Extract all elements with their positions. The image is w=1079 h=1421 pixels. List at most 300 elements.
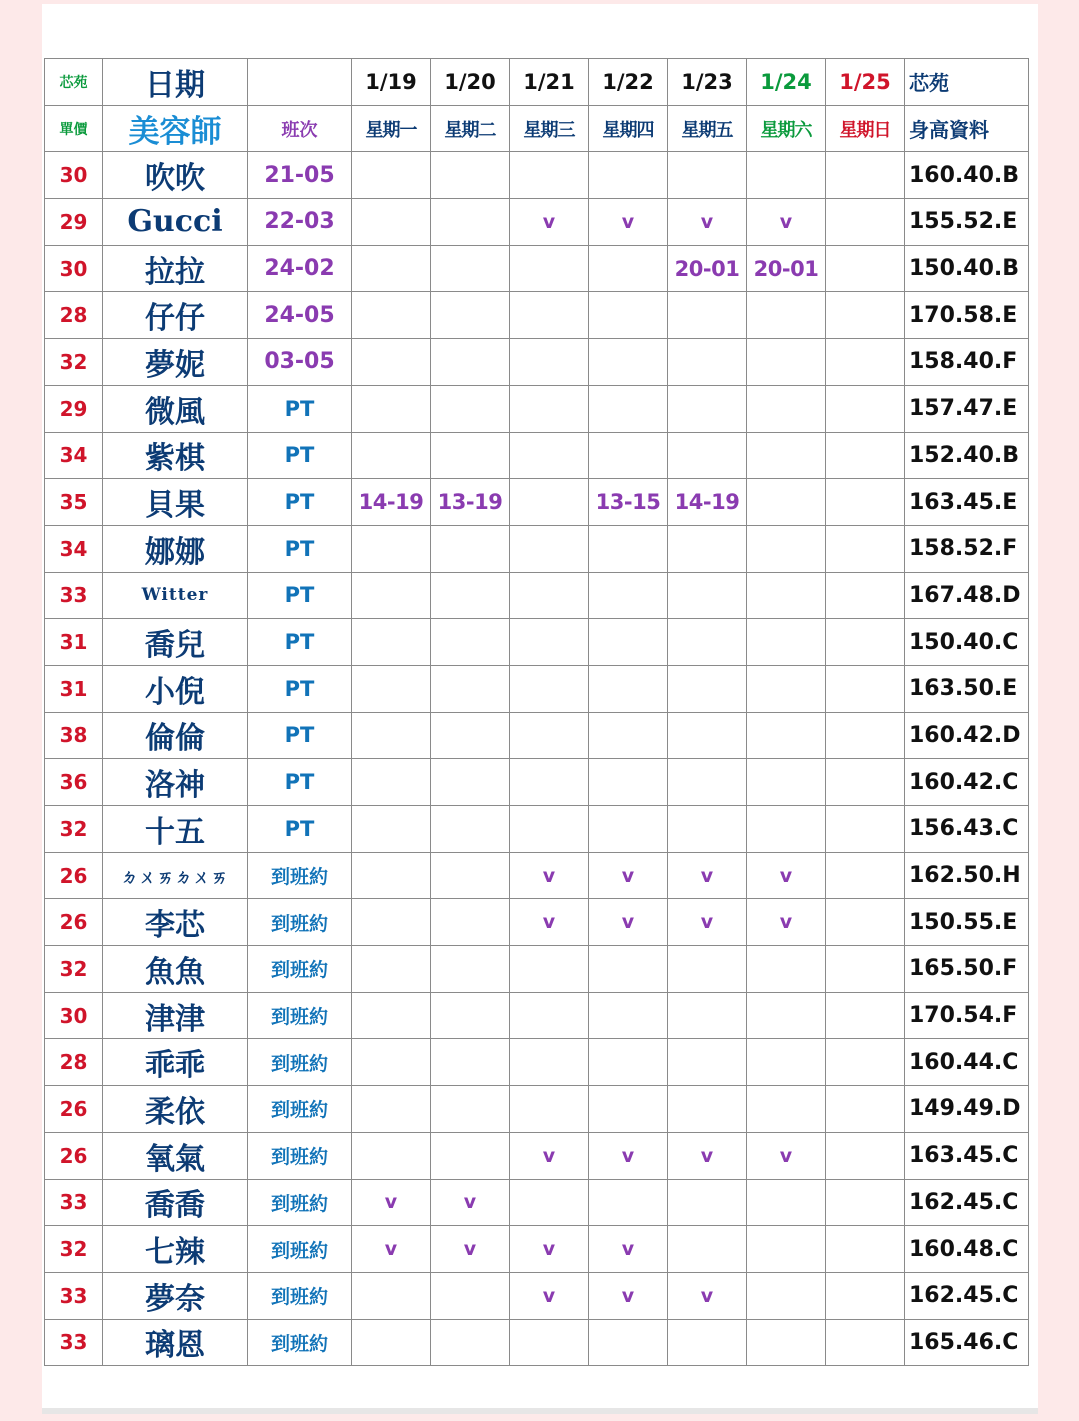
stylist-name: 倫倫 bbox=[103, 712, 248, 759]
shift-value: PT bbox=[248, 432, 352, 479]
day-cell: v bbox=[747, 852, 826, 899]
unit-price: 26 bbox=[45, 852, 103, 899]
day-cell bbox=[352, 1272, 431, 1319]
stylist-name: 魚魚 bbox=[103, 946, 248, 993]
day-cell: v bbox=[510, 199, 589, 246]
day-cell bbox=[431, 339, 510, 386]
day-cell bbox=[589, 292, 668, 339]
table-row bbox=[45, 1039, 1029, 1086]
day-cell bbox=[431, 665, 510, 712]
day-cell bbox=[431, 852, 510, 899]
unit-price: 30 bbox=[45, 992, 103, 1039]
day-cell bbox=[668, 806, 747, 853]
sheet-bottom-edge bbox=[42, 1408, 1038, 1414]
height-info: 162.45.C bbox=[905, 1272, 1029, 1319]
day-cell: 13-15 bbox=[589, 479, 668, 526]
day-cell: v bbox=[589, 852, 668, 899]
day-cell bbox=[352, 619, 431, 666]
height-info: 160.40.B bbox=[905, 152, 1029, 199]
day-cell bbox=[510, 712, 589, 759]
day-cell bbox=[510, 806, 589, 853]
height-info: 162.50.H bbox=[905, 852, 1029, 899]
day-cell: 13-19 bbox=[431, 479, 510, 526]
date-sat: 1/24 bbox=[747, 59, 826, 106]
stylist-name: 貝果 bbox=[103, 479, 248, 526]
stylist-name: 津津 bbox=[103, 992, 248, 1039]
table-row bbox=[45, 479, 1029, 526]
day-cell bbox=[352, 572, 431, 619]
day-cell bbox=[510, 479, 589, 526]
shift-value: 03-05 bbox=[248, 339, 352, 386]
day-cell bbox=[431, 946, 510, 993]
day-cell bbox=[510, 432, 589, 479]
day-cell bbox=[747, 525, 826, 572]
height-info: 167.48.D bbox=[905, 572, 1029, 619]
unit-price: 28 bbox=[45, 1039, 103, 1086]
table-row bbox=[45, 899, 1029, 946]
table-row bbox=[45, 1132, 1029, 1179]
day-cell bbox=[826, 619, 905, 666]
stylist-name: Witter bbox=[103, 572, 248, 619]
stylist-name: Gucci bbox=[103, 199, 248, 246]
day-cell bbox=[747, 479, 826, 526]
unit-price: 36 bbox=[45, 759, 103, 806]
unit-price: 33 bbox=[45, 1272, 103, 1319]
day-cell bbox=[510, 245, 589, 292]
height-info: 152.40.B bbox=[905, 432, 1029, 479]
day-cell bbox=[747, 152, 826, 199]
unit-price: 34 bbox=[45, 432, 103, 479]
height-info: 156.43.C bbox=[905, 806, 1029, 853]
day-cell bbox=[826, 339, 905, 386]
height-info: 160.42.D bbox=[905, 712, 1029, 759]
day-cell bbox=[826, 1132, 905, 1179]
day-cell bbox=[510, 665, 589, 712]
unit-price: 33 bbox=[45, 1179, 103, 1226]
day-cell: v bbox=[747, 899, 826, 946]
day-cell bbox=[747, 806, 826, 853]
day-cell bbox=[826, 245, 905, 292]
day-cell: v bbox=[589, 199, 668, 246]
day-cell: 20-01 bbox=[668, 245, 747, 292]
day-cell bbox=[352, 1039, 431, 1086]
stylist-name: 微風 bbox=[103, 385, 248, 432]
stylist-name: 紫棋 bbox=[103, 432, 248, 479]
height-info: 165.50.F bbox=[905, 946, 1029, 993]
day-cell bbox=[510, 619, 589, 666]
day-cell bbox=[510, 946, 589, 993]
day-cell bbox=[431, 1272, 510, 1319]
day-cell: v bbox=[352, 1226, 431, 1273]
unit-price: 32 bbox=[45, 339, 103, 386]
day-cell bbox=[747, 665, 826, 712]
table-row bbox=[45, 292, 1029, 339]
stylist-name: 吹吹 bbox=[103, 152, 248, 199]
weekday-mon: 星期一 bbox=[352, 105, 431, 152]
shift-value: 到班約 bbox=[248, 1039, 352, 1086]
day-cell bbox=[668, 992, 747, 1039]
date-label: 日期 bbox=[103, 59, 248, 106]
day-cell bbox=[431, 245, 510, 292]
day-cell: 14-19 bbox=[668, 479, 747, 526]
day-cell: v bbox=[747, 1132, 826, 1179]
table-row bbox=[45, 619, 1029, 666]
table-row bbox=[45, 1179, 1029, 1226]
day-cell bbox=[510, 1179, 589, 1226]
day-cell bbox=[826, 1272, 905, 1319]
day-cell bbox=[826, 1226, 905, 1273]
day-cell bbox=[352, 152, 431, 199]
day-cell bbox=[510, 992, 589, 1039]
shift-value: PT bbox=[248, 665, 352, 712]
day-cell bbox=[747, 292, 826, 339]
table-row bbox=[45, 199, 1029, 246]
day-cell bbox=[431, 619, 510, 666]
day-cell bbox=[826, 1039, 905, 1086]
day-cell bbox=[747, 992, 826, 1039]
day-cell bbox=[510, 1039, 589, 1086]
day-cell bbox=[589, 665, 668, 712]
table-row bbox=[45, 665, 1029, 712]
day-cell bbox=[589, 1086, 668, 1133]
day-cell bbox=[510, 292, 589, 339]
day-cell bbox=[668, 1039, 747, 1086]
day-cell: 20-01 bbox=[747, 245, 826, 292]
header-row-labels bbox=[45, 105, 1029, 152]
shift-value: PT bbox=[248, 759, 352, 806]
height-info: 163.45.C bbox=[905, 1132, 1029, 1179]
day-cell bbox=[431, 432, 510, 479]
store-label: 芯苑 bbox=[45, 59, 103, 106]
unit-price: 32 bbox=[45, 946, 103, 993]
day-cell: v bbox=[431, 1179, 510, 1226]
shift-value: 到班約 bbox=[248, 992, 352, 1039]
stylist-name: ㄉㄨㄞㄉㄨㄞ bbox=[103, 852, 248, 899]
table-row bbox=[45, 525, 1029, 572]
day-cell bbox=[747, 1039, 826, 1086]
shift-value: 到班約 bbox=[248, 1226, 352, 1273]
unit-price: 26 bbox=[45, 1132, 103, 1179]
day-cell bbox=[431, 1132, 510, 1179]
table-row bbox=[45, 806, 1029, 853]
stylist-name: 十五 bbox=[103, 806, 248, 853]
day-cell bbox=[826, 759, 905, 806]
day-cell bbox=[510, 152, 589, 199]
day-cell bbox=[431, 572, 510, 619]
day-cell bbox=[668, 525, 747, 572]
day-cell bbox=[510, 385, 589, 432]
stylist-name: 喬喬 bbox=[103, 1179, 248, 1226]
weekday-sun: 星期日 bbox=[826, 105, 905, 152]
day-cell bbox=[352, 1319, 431, 1366]
blank-header-cell bbox=[248, 59, 352, 106]
day-cell bbox=[668, 572, 747, 619]
height-info: 170.54.F bbox=[905, 992, 1029, 1039]
shift-value: PT bbox=[248, 479, 352, 526]
height-info: 160.48.C bbox=[905, 1226, 1029, 1273]
day-cell bbox=[589, 712, 668, 759]
height-info: 165.46.C bbox=[905, 1319, 1029, 1366]
day-cell bbox=[747, 946, 826, 993]
table-row bbox=[45, 339, 1029, 386]
day-cell bbox=[826, 572, 905, 619]
day-cell bbox=[747, 619, 826, 666]
unit-price: 28 bbox=[45, 292, 103, 339]
table-row bbox=[45, 245, 1029, 292]
shift-value: PT bbox=[248, 619, 352, 666]
day-cell bbox=[589, 432, 668, 479]
table-row bbox=[45, 946, 1029, 993]
weekday-sat: 星期六 bbox=[747, 105, 826, 152]
store-label-right: 芯苑 bbox=[905, 59, 1029, 106]
height-info: 157.47.E bbox=[905, 385, 1029, 432]
day-cell bbox=[510, 572, 589, 619]
day-cell bbox=[826, 199, 905, 246]
unit-price: 35 bbox=[45, 479, 103, 526]
day-cell bbox=[352, 992, 431, 1039]
day-cell bbox=[589, 339, 668, 386]
shift-value: 到班約 bbox=[248, 1319, 352, 1366]
unit-price: 29 bbox=[45, 385, 103, 432]
height-info: 163.45.E bbox=[905, 479, 1029, 526]
shift-value: 24-02 bbox=[248, 245, 352, 292]
unit-price: 32 bbox=[45, 1226, 103, 1273]
day-cell bbox=[826, 806, 905, 853]
table-row bbox=[45, 385, 1029, 432]
day-cell bbox=[668, 1226, 747, 1273]
weekday-wed: 星期三 bbox=[510, 105, 589, 152]
day-cell bbox=[826, 432, 905, 479]
day-cell bbox=[510, 339, 589, 386]
table-row bbox=[45, 1319, 1029, 1366]
day-cell: v bbox=[589, 1132, 668, 1179]
day-cell bbox=[826, 152, 905, 199]
table-row bbox=[45, 992, 1029, 1039]
unit-price: 30 bbox=[45, 152, 103, 199]
day-cell bbox=[589, 946, 668, 993]
unit-price: 31 bbox=[45, 665, 103, 712]
day-cell bbox=[747, 385, 826, 432]
day-cell: v bbox=[747, 199, 826, 246]
shift-value: PT bbox=[248, 572, 352, 619]
height-info: 158.40.F bbox=[905, 339, 1029, 386]
day-cell bbox=[352, 852, 431, 899]
day-cell bbox=[747, 1179, 826, 1226]
day-cell bbox=[747, 712, 826, 759]
table-row bbox=[45, 852, 1029, 899]
day-cell bbox=[589, 1179, 668, 1226]
weekday-thu: 星期四 bbox=[589, 105, 668, 152]
shift-value: 到班約 bbox=[248, 1272, 352, 1319]
day-cell: v bbox=[668, 1272, 747, 1319]
day-cell: v bbox=[431, 1226, 510, 1273]
day-cell bbox=[589, 525, 668, 572]
day-cell bbox=[826, 946, 905, 993]
day-cell: 14-19 bbox=[352, 479, 431, 526]
day-cell bbox=[668, 292, 747, 339]
day-cell bbox=[668, 1319, 747, 1366]
stylist-name: 李芯 bbox=[103, 899, 248, 946]
day-cell bbox=[668, 385, 747, 432]
unit-price: 30 bbox=[45, 245, 103, 292]
day-cell: v bbox=[352, 1179, 431, 1226]
stylist-name: 氧氣 bbox=[103, 1132, 248, 1179]
day-cell bbox=[352, 432, 431, 479]
height-info: 160.42.C bbox=[905, 759, 1029, 806]
stylist-name: 璃恩 bbox=[103, 1319, 248, 1366]
day-cell bbox=[747, 1319, 826, 1366]
unit-price: 33 bbox=[45, 572, 103, 619]
height-info: 158.52.F bbox=[905, 525, 1029, 572]
shift-value: 到班約 bbox=[248, 946, 352, 993]
table-row bbox=[45, 712, 1029, 759]
stylist-name: 娜娜 bbox=[103, 525, 248, 572]
day-cell: v bbox=[589, 899, 668, 946]
day-cell bbox=[589, 385, 668, 432]
day-cell: v bbox=[510, 852, 589, 899]
stylist-name: 柔依 bbox=[103, 1086, 248, 1133]
unit-price: 26 bbox=[45, 1086, 103, 1133]
stylist-label: 美容師 bbox=[103, 105, 248, 152]
day-cell bbox=[510, 1319, 589, 1366]
day-cell bbox=[589, 619, 668, 666]
schedule-rows bbox=[45, 152, 1029, 1366]
shift-value: PT bbox=[248, 712, 352, 759]
day-cell bbox=[589, 992, 668, 1039]
shift-value: PT bbox=[248, 806, 352, 853]
day-cell: v bbox=[668, 199, 747, 246]
stylist-name: 乖乖 bbox=[103, 1039, 248, 1086]
day-cell bbox=[826, 1319, 905, 1366]
day-cell bbox=[589, 806, 668, 853]
day-cell bbox=[510, 1086, 589, 1133]
day-cell bbox=[589, 245, 668, 292]
shift-value: 到班約 bbox=[248, 852, 352, 899]
stylist-name: 七辣 bbox=[103, 1226, 248, 1273]
schedule-sheet bbox=[42, 4, 1038, 1414]
height-info: 163.50.E bbox=[905, 665, 1029, 712]
day-cell bbox=[352, 665, 431, 712]
day-cell bbox=[668, 946, 747, 993]
shift-value: 到班約 bbox=[248, 1132, 352, 1179]
info-label: 身高資料 bbox=[905, 105, 1029, 152]
height-info: 170.58.E bbox=[905, 292, 1029, 339]
day-cell bbox=[747, 572, 826, 619]
height-info: 155.52.E bbox=[905, 199, 1029, 246]
height-info: 162.45.C bbox=[905, 1179, 1029, 1226]
day-cell bbox=[431, 525, 510, 572]
stylist-name: 仔仔 bbox=[103, 292, 248, 339]
shift-value: 21-05 bbox=[248, 152, 352, 199]
weekday-tue: 星期二 bbox=[431, 105, 510, 152]
day-cell bbox=[589, 759, 668, 806]
day-cell bbox=[431, 292, 510, 339]
shift-label: 班次 bbox=[248, 105, 352, 152]
day-cell: v bbox=[589, 1226, 668, 1273]
stylist-name: 夢奈 bbox=[103, 1272, 248, 1319]
day-cell bbox=[352, 339, 431, 386]
table-row bbox=[45, 1272, 1029, 1319]
day-cell bbox=[431, 759, 510, 806]
day-cell bbox=[668, 432, 747, 479]
table-row bbox=[45, 1226, 1029, 1273]
table-row bbox=[45, 759, 1029, 806]
stylist-name: 洛神 bbox=[103, 759, 248, 806]
day-cell bbox=[352, 199, 431, 246]
day-cell bbox=[431, 712, 510, 759]
day-cell bbox=[668, 712, 747, 759]
unit-price: 38 bbox=[45, 712, 103, 759]
table-row bbox=[45, 152, 1029, 199]
day-cell bbox=[510, 759, 589, 806]
day-cell bbox=[668, 339, 747, 386]
day-cell bbox=[589, 1039, 668, 1086]
height-info: 150.55.E bbox=[905, 899, 1029, 946]
day-cell bbox=[826, 852, 905, 899]
day-cell bbox=[668, 1179, 747, 1226]
day-cell: v bbox=[668, 852, 747, 899]
day-cell bbox=[826, 712, 905, 759]
day-cell bbox=[431, 899, 510, 946]
unit-price: 29 bbox=[45, 199, 103, 246]
stylist-name: 夢妮 bbox=[103, 339, 248, 386]
day-cell bbox=[747, 432, 826, 479]
day-cell bbox=[589, 152, 668, 199]
day-cell: v bbox=[668, 1132, 747, 1179]
day-cell bbox=[431, 806, 510, 853]
date-thu: 1/22 bbox=[589, 59, 668, 106]
day-cell bbox=[352, 1132, 431, 1179]
day-cell bbox=[668, 665, 747, 712]
day-cell bbox=[510, 525, 589, 572]
unit-price: 26 bbox=[45, 899, 103, 946]
day-cell bbox=[747, 339, 826, 386]
unit-price: 32 bbox=[45, 806, 103, 853]
unit-price: 33 bbox=[45, 1319, 103, 1366]
height-info: 150.40.C bbox=[905, 619, 1029, 666]
shift-value: 到班約 bbox=[248, 1086, 352, 1133]
day-cell bbox=[352, 712, 431, 759]
date-mon: 1/19 bbox=[352, 59, 431, 106]
day-cell bbox=[826, 1179, 905, 1226]
day-cell bbox=[589, 572, 668, 619]
shift-value: PT bbox=[248, 525, 352, 572]
day-cell bbox=[668, 619, 747, 666]
day-cell bbox=[431, 1039, 510, 1086]
day-cell: v bbox=[510, 1272, 589, 1319]
day-cell bbox=[668, 759, 747, 806]
table-row bbox=[45, 572, 1029, 619]
day-cell: v bbox=[668, 899, 747, 946]
height-info: 150.40.B bbox=[905, 245, 1029, 292]
day-cell bbox=[352, 292, 431, 339]
day-cell bbox=[826, 479, 905, 526]
day-cell bbox=[431, 385, 510, 432]
day-cell bbox=[826, 525, 905, 572]
day-cell bbox=[747, 1086, 826, 1133]
day-cell bbox=[352, 525, 431, 572]
day-cell bbox=[352, 385, 431, 432]
day-cell bbox=[747, 759, 826, 806]
day-cell bbox=[826, 1086, 905, 1133]
day-cell bbox=[826, 665, 905, 712]
day-cell bbox=[431, 992, 510, 1039]
shift-value: PT bbox=[248, 385, 352, 432]
unit-price: 31 bbox=[45, 619, 103, 666]
day-cell bbox=[668, 152, 747, 199]
day-cell bbox=[826, 899, 905, 946]
day-cell bbox=[589, 1319, 668, 1366]
